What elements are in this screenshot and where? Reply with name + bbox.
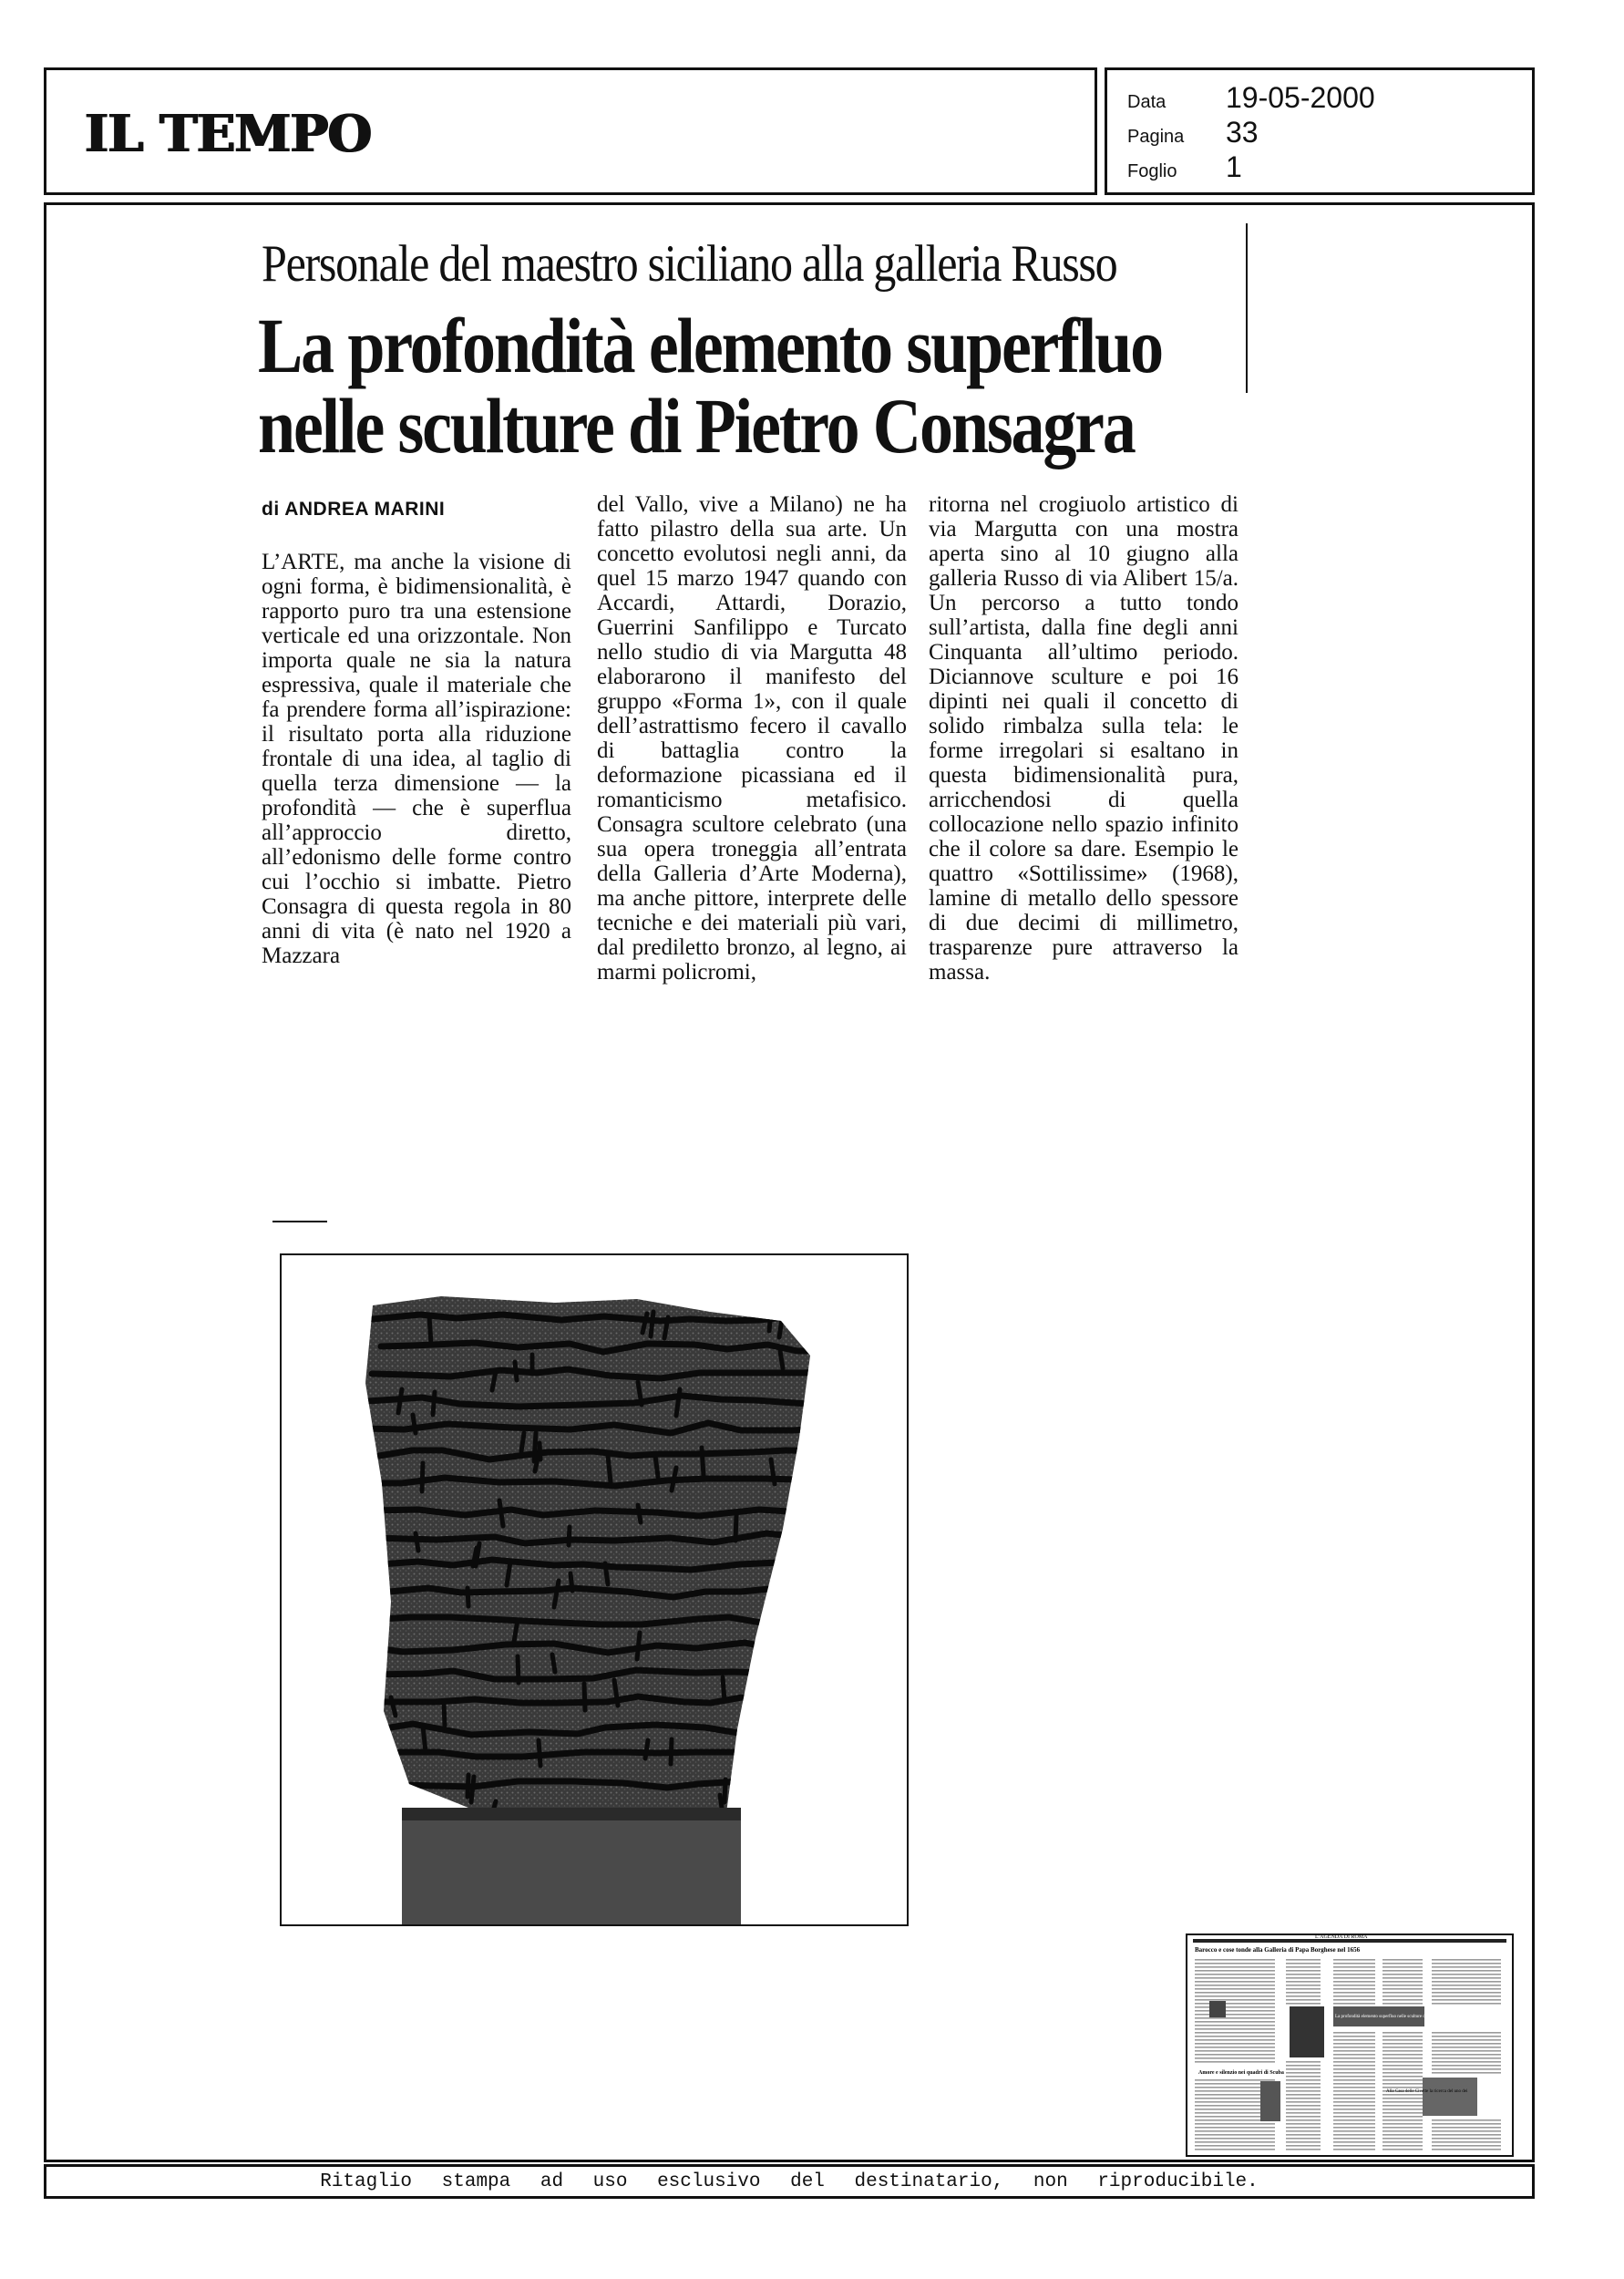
divider bbox=[1246, 223, 1248, 393]
thumbnail-headline-bottom-right: Alla Casa delle Civette la ricerca del uno dei bbox=[1386, 2089, 1468, 2094]
sheet-row bbox=[1127, 150, 1242, 184]
page-row bbox=[1127, 116, 1259, 150]
masthead-box bbox=[44, 67, 1097, 195]
thumbnail-headline-bottom: Amore e silenzio nei quadri di Scuba bbox=[1198, 2070, 1284, 2076]
page-thumbnail bbox=[1186, 1934, 1514, 2157]
headline-line-1: La profondità elemento superfluo bbox=[258, 302, 1162, 389]
date-row bbox=[1127, 81, 1375, 115]
sheet-value: 1 bbox=[1226, 150, 1242, 183]
footer-notice bbox=[44, 2164, 1535, 2199]
headline-line-2: nelle sculture di Pietro Consagra bbox=[258, 382, 1135, 469]
thumbnail-masthead: L’AGENDA DI ROMA bbox=[1315, 1935, 1368, 1940]
article-kicker: Personale del maestro siciliano alla galleria Russo bbox=[262, 235, 1117, 293]
sculpture-image bbox=[282, 1255, 907, 1924]
divider bbox=[272, 1221, 327, 1222]
newspaper-logo: IL TEMPO bbox=[85, 104, 372, 164]
metadata-box bbox=[1105, 67, 1535, 195]
article-column-1: L’ARTE, ma anche la visione di ogni forma, è bidimensionalità, è rapporto puro tra una estensione verticale ed una orizzontale. Non importa quale ne sia la natura espressiva, quale il materiale che fa prendere forma all’ispirazione: il risultato porta alla riduzione frontale di una idea, al taglio di quella terza dimensione — la profondità — che è superflua all’approccio diretto, all’edonismo delle forme contro cui l’occhio si imbatte. Pietro Consagra di questa regola in 80 anni di vita (è nato nel 1920 a Mazzara bbox=[262, 550, 571, 968]
page-label: Pagina bbox=[1127, 127, 1185, 147]
page-value: 33 bbox=[1226, 116, 1259, 149]
article-headline bbox=[258, 302, 1162, 469]
sheet-label: Foglio bbox=[1127, 161, 1177, 181]
sculpture-photo bbox=[280, 1253, 909, 1926]
article-column-3: ritorna nel crogiuolo artistico di via Margutta con una mostra aperta sino al 10 giugno alla galleria Russo di via Alibert 15/a. Un percorso a tutto tondo sull’artista, dalla fine degli anni Cinquanta all’ultimo periodo. Diciannove sculture e poi 16 dipinti nei quali il concetto di solido rimbalza sulla tela: le forme irregolari si esaltano in questa bidimensionalità pura, arricchendosi di quella collocazione nello spazio infinito che il colore sa dare. Esempio le quattro «Sottilissime» (1968), lamine di metallo dello spessore di due decimi di millimetro, trasparenze pure attraverso la massa. bbox=[929, 492, 1239, 985]
article-column-2: del Vallo, vive a Milano) ne ha fatto pilastro della sua arte. Un concetto evolutosi negli anni, da quel 15 marzo 1947 quando con Accardi, Attardi, Dorazio, Guerrini Sanfilippo e Turcato nello studio di via Margutta 48 elaborarono il manifesto del gruppo «Forma 1», con il quale dell’astrattismo fecero il cavallo di battaglia contro la deformazione picassiana ed il romanticismo metafisico. Consagra scultore celebrato (una sua opera troneggia all’entrata della Galleria d’Arte Moderna), ma anche pittore, interprete delle tecniche e dei materiali più vari, dal prediletto bronzo, al legno, ai marmi policromi, bbox=[597, 492, 907, 985]
article-frame bbox=[44, 202, 1535, 2162]
byline: di ANDREA MARINI bbox=[262, 499, 446, 520]
thumbnail-headline-left: Barocco e cose tonde alla Galleria di Papa Borghese nel 1656 bbox=[1195, 1946, 1361, 1954]
date-value: 19-05-2000 bbox=[1226, 81, 1375, 114]
date-label: Data bbox=[1127, 92, 1167, 112]
newspaper-page-thumbnail bbox=[1187, 1935, 1512, 2155]
thumbnail-headline-center: La profondità elemento superfluo nelle sculture di Pietro Consagra bbox=[1335, 2015, 1457, 2019]
footer-text: Ritaglio stampa ad uso esclusivo del destinatario, non riproducibile. bbox=[320, 2171, 1259, 2192]
